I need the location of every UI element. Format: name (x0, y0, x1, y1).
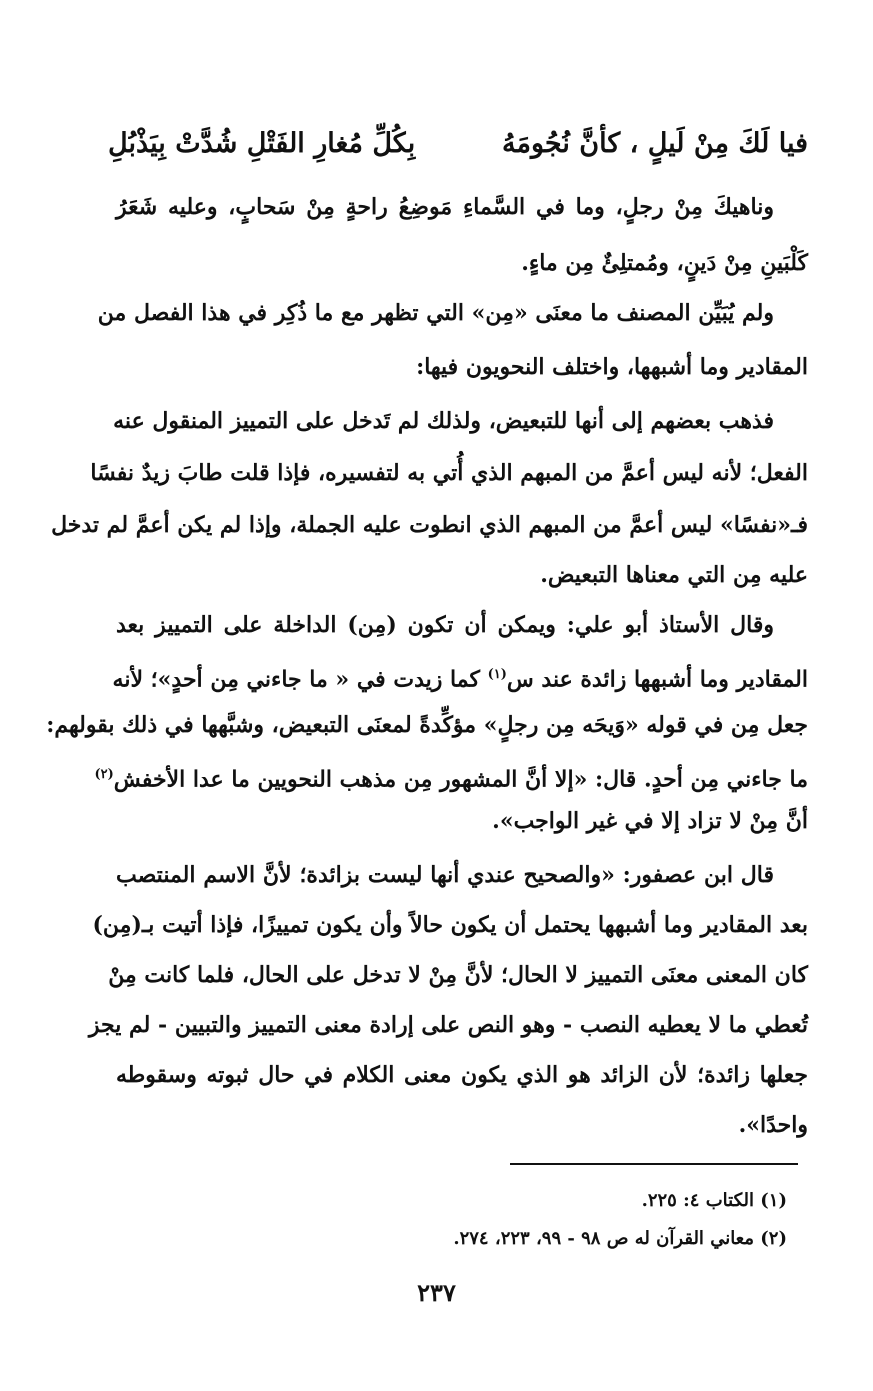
text-line: الفعل؛ لأنه ليس أعمَّ من المبهم الذي أُتي به لتفسيره، فإذا قلت طابَ زيدٌ نفسًا (90, 460, 808, 486)
text-line: أنَّ مِنْ لا تزاد إلا في غير الواجب». (492, 808, 808, 834)
text-line: فـ«نفسًا» ليس أعمَّ من المبهم الذي انطوت عليه الجملة، وإذا لم يكن أعمَّ لم تدخل (51, 512, 808, 538)
text-line-with-footnote (112, 658, 808, 696)
text-line: جعلها زائدة؛ لأن الزائد هو الذي يكون معنى الكلام في حال ثبوته وسقوطه (116, 1062, 808, 1088)
footnote-2: (٢) معاني القرآن له ص ٩٨ - ٩٩، ٢٢٣، ٢٧٤. (453, 1228, 787, 1249)
text-line: فذهب بعضهم إلى أنها للتبعيض، ولذلك لم تَدخل على التمييز المنقول عنه (113, 408, 774, 434)
text-segment: المقادير وما أشبهها زائدة عند س (506, 666, 808, 693)
footnote-separator (510, 1163, 798, 1165)
verse-second-hemistich: بِكُلِّ مُغارِ الفَتْلِ شُدَّتْ بِيَذْبُلِ (108, 128, 416, 159)
verse-first-hemistich: فيا لَكَ مِنْ لَيلٍ ، كأنَّ نُجُومَهُ (502, 128, 808, 159)
text-line-with-footnote (94, 758, 808, 796)
footnote-mark-1: (١) (487, 667, 507, 682)
poetry-verse (108, 128, 808, 178)
text-segment: كما زيدت في « ما جاءني مِن أحدٍ»؛ لأنه (112, 666, 480, 693)
text-line: ولم يُبَيِّن المصنف ما معنَى «مِن» التي تظهر مع ما ذُكِر في هذا الفصل من (97, 300, 774, 326)
page-number: ٢٣٧ (417, 1278, 456, 1307)
text-segment: ما جاءني مِن أحدٍ. قال: «إلا أنَّ المشهور مِن مذهب النحويين ما عدا الأخفش (113, 766, 808, 793)
text-line: وقال الأستاذ أبو علي: ويمكن أن تكون (مِن) الداخلة على التمييز بعد (116, 612, 774, 638)
text-line: عليه مِن التي معناها التبعيض. (540, 562, 808, 588)
footnote-1: (١) الكتاب ٤: ٢٢٥. (641, 1190, 787, 1211)
text-line: كان المعنى معنَى التمييز لا الحال؛ لأنَّ مِنْ لا تدخل على الحال، فلما كانت مِنْ (108, 962, 808, 988)
text-line: قال ابن عصفور: «والصحيح عندي أنها ليست بزائدة؛ لأنَّ الاسم المنتصب (116, 862, 774, 888)
text-line: تُعطي ما لا يعطيه النصب - وهو النص على إرادة معنى التمييز والتبيين - لم يجز (88, 1012, 808, 1038)
text-line: وناهيكَ مِنْ رجلٍ، وما في السَّماءِ مَوضِعُ راحةٍ مِنْ سَحابٍ، وعليه شَعَرُ (116, 194, 774, 220)
text-line: بعد المقادير وما أشبهها يحتمل أن يكون حالاً وأن يكون تمييزًا، فإذا أتيت بـ(مِن) (92, 912, 808, 938)
text-line: جعل مِن في قوله «وَيحَه مِن رجلٍ» مؤكِّدةً لمعنَى التبعيض، وشبَّهها في ذلك بقولهم: (46, 712, 808, 738)
text-line: كَلْبَينِ مِنْ دَينٍ، ومُمتلِئٌ مِن ماءٍ. (521, 250, 808, 276)
text-line: المقادير وما أشبهها، واختلف النحويون فيها: (416, 354, 808, 380)
footnote-mark-2: (٢) (94, 767, 114, 782)
text-line: واحدًا». (738, 1112, 808, 1138)
